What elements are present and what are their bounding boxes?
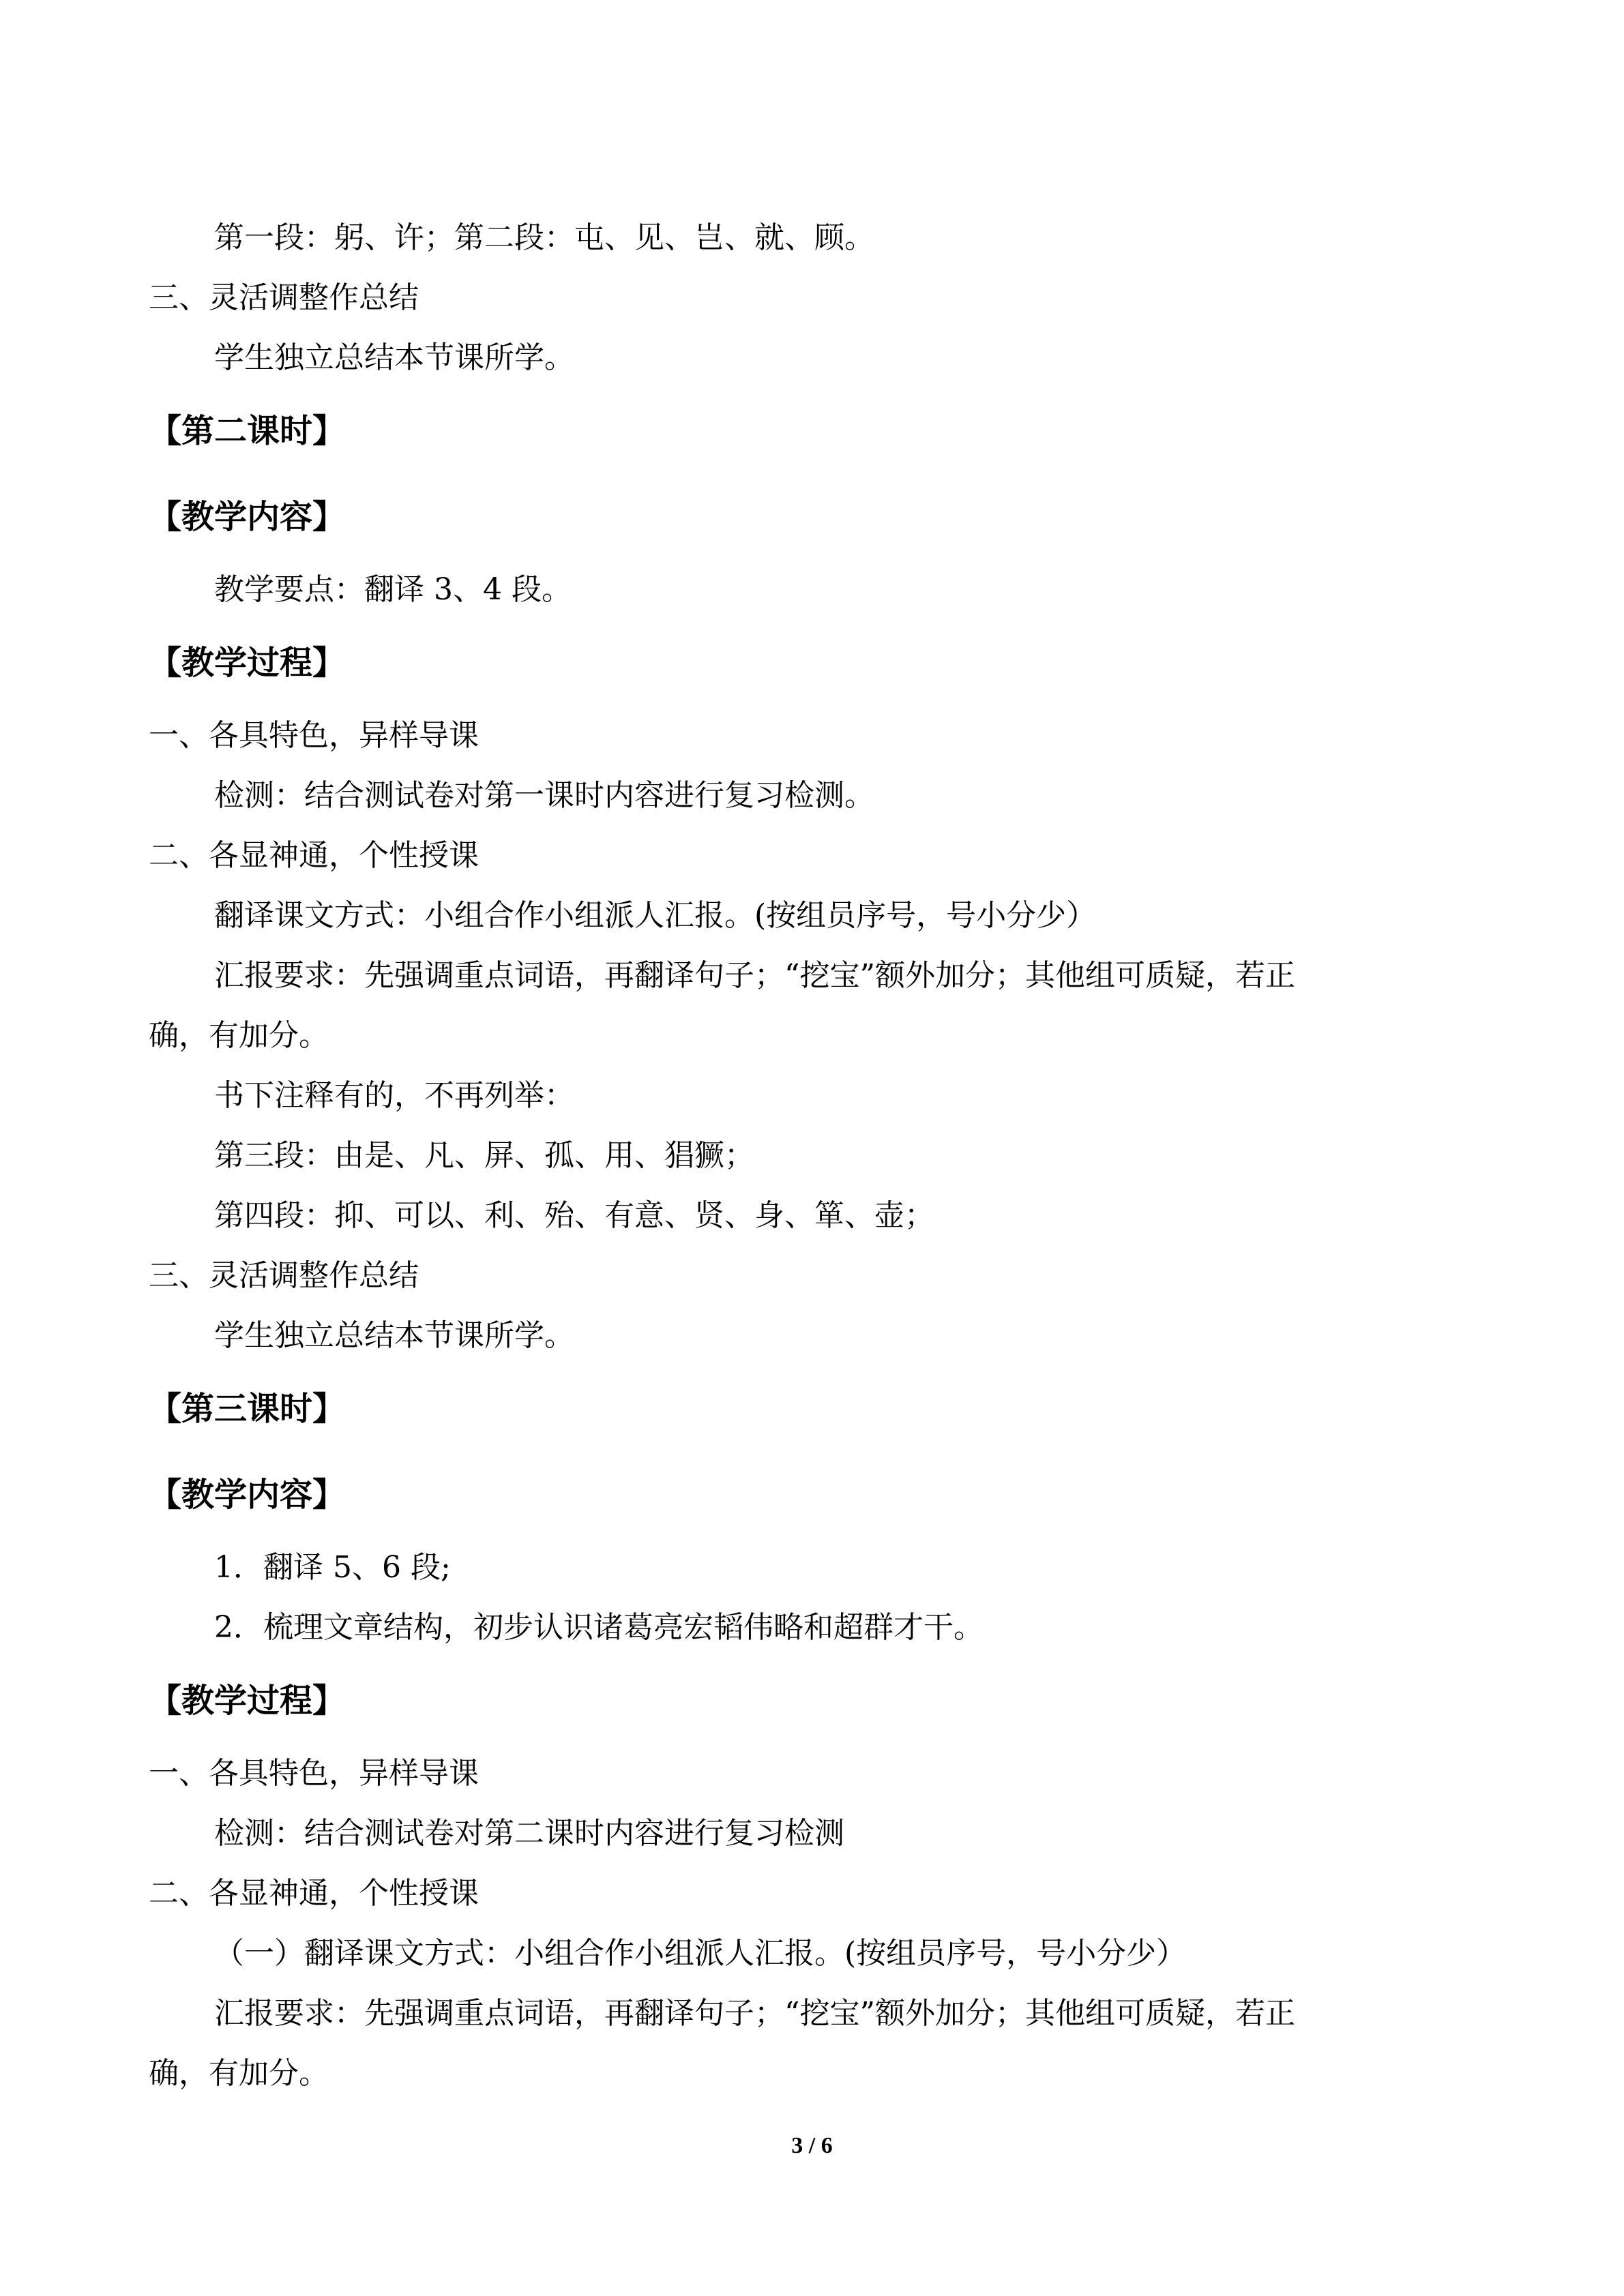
section-heading: 【第三课时】 [149,1390,346,1428]
step-heading: 二、各显神通，个性授课 [149,838,479,873]
paragraph-line: 书下注释有的，不再列举： [214,1078,574,1113]
paragraph-continuation: 确，有加分。 [149,1018,329,1053]
section-heading: 【第二课时】 [149,412,346,450]
paragraph-line: 教学要点：翻译 3、4 段。 [214,572,572,607]
paragraph-line: 学生独立总结本节课所学。 [214,1318,574,1353]
paragraph-line: 汇报要求：先强调重点词语，再翻译句子；“挖宝”额外加分；其他组可质疑，若正 [214,958,1295,993]
paragraph-line: 检测：结合测试卷对第二课时内容进行复习检测 [214,1816,844,1851]
step-heading: 一、各具特色，异样导课 [149,1756,479,1791]
paragraph-line: 第三段：由是、凡、屏、孤、用、猖獗； [214,1138,754,1173]
step-heading: 三、灵活调整作总结 [149,280,419,315]
section-heading: 【教学内容】 [149,1476,346,1514]
section-heading: 【教学内容】 [149,498,346,536]
section-heading: 【教学过程】 [149,644,346,682]
paragraph-line: 第一段：躬、许；第二段：屯、见、岂、就、顾。 [214,220,874,255]
section-heading: 【教学过程】 [149,1682,346,1720]
paragraph-line: 第四段：抑、可以、利、殆、有意、贤、身、箪、壶； [214,1198,934,1233]
paragraph-line: 2．梳理文章结构，初步认识诸葛亮宏韬伟略和超群才干。 [214,1610,984,1645]
paragraph-line: 1．翻译 5、6 段; [214,1550,451,1585]
step-heading: 三、灵活调整作总结 [149,1258,419,1293]
paragraph-continuation: 确，有加分。 [149,2056,329,2091]
page-number: 3 / 6 [791,2133,833,2158]
paragraph-line: 翻译课文方式：小组合作小组派人汇报。(按组员序号，号小分少） [214,898,1097,933]
paragraph-line: 检测：结合测试卷对第一课时内容进行复习检测。 [214,778,874,813]
paragraph-line: 汇报要求：先强调重点词语，再翻译句子；“挖宝”额外加分；其他组可质疑，若正 [214,1996,1295,2031]
paragraph-line: 学生独立总结本节课所学。 [214,340,574,375]
paragraph-line: （一）翻译课文方式：小组合作小组派人汇报。(按组员序号，号小分少） [214,1936,1187,1971]
step-heading: 一、各具特色，异样导课 [149,718,479,753]
step-heading: 二、各显神通，个性授课 [149,1876,479,1911]
document-body [149,208,1431,2104]
